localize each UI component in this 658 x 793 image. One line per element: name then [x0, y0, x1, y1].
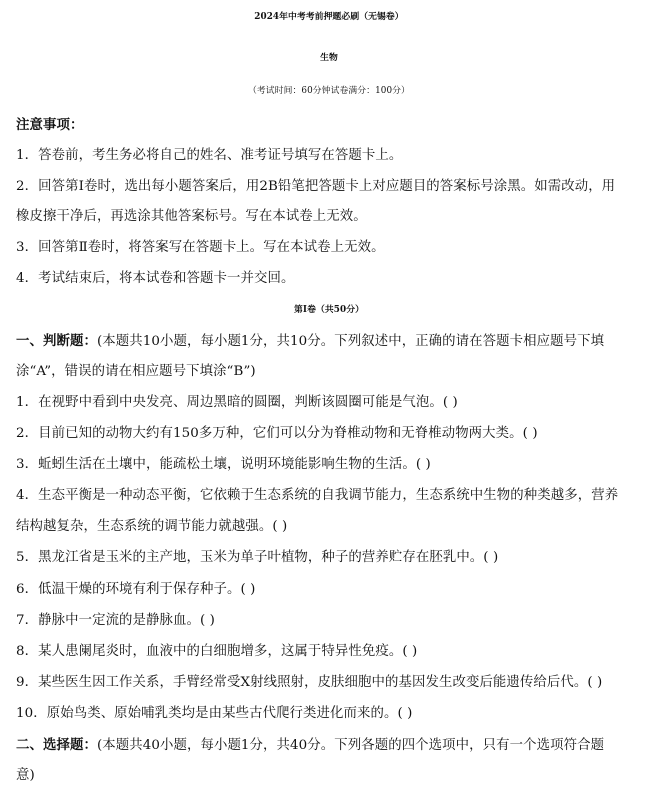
question-item: 8．某人患阑尾炎时，血液中的白细胞增多，这属于特异性免疫。( ) [16, 644, 418, 659]
question-item: 1．在视野中看到中央发亮、周边黑暗的圆圈，判断该圆圈可能是气泡。( ) [16, 395, 458, 410]
section1-desc-continuation: 涂“A”，错误的请在相应题号下填涂“B”) [16, 364, 256, 379]
exam-info: （考试时间：60分钟试卷满分：100分） [248, 86, 410, 96]
notes-heading: 注意事项： [16, 117, 84, 133]
exam-title: 2024年中考考前押题必刷（无锡卷） [254, 12, 404, 22]
section2-header [16, 735, 604, 756]
question-item: 7．静脉中一定流的是静脉血。( ) [16, 613, 216, 628]
section2-label: 二、选择题： [16, 737, 97, 753]
question-item: 4．生态平衡是一种动态平衡，它依赖于生态系统的自我调节能力，生态系统中生物的种类越多，营养 [16, 488, 619, 503]
question-item: 6．低温干燥的环境有利于保存种子。( ) [16, 582, 256, 597]
section2-desc: (本题共40小题，每小题1分，共40分。下列各题的四个选项中，只有一个选项符合题 [96, 738, 605, 753]
part1-heading: 第Ⅰ卷（共50分） [293, 305, 365, 315]
section1-desc: (本题共10小题，每小题1分，共10分。下列叙述中，正确的请在答题卡相应题号下填 [96, 334, 605, 349]
section1-label: 一、判断题： [16, 333, 97, 349]
note-item: 3．回答第Ⅱ卷时，将答案写在答题卡上。写在本试卷上无效。 [16, 240, 385, 255]
question-item: 2．目前已知的动物大约有150多万种，它们可以分为脊椎动物和无脊椎动物两大类。( ) [16, 426, 538, 441]
subject-title: 生物 [320, 53, 338, 63]
section1-header [16, 331, 604, 352]
question-item: 10．原始鸟类、原始哺乳类均是由某些古代爬行类进化而来的。( ) [16, 706, 413, 721]
note-item-continuation: 橡皮擦干净后，再选涂其他答案标号。写在本试卷上无效。 [16, 209, 367, 224]
question-item: 9．某些医生因工作关系，手臂经常受X射线照射，皮肤细胞中的基因发生改变后能遗传给后代。( ) [16, 675, 603, 690]
note-item: 2．回答第Ⅰ卷时，选出每小题答案后，用2B铅笔把答题卡上对应题目的答案标号涂黑。如需改动，用 [16, 179, 616, 194]
note-item: 4．考试结束后，将本试卷和答题卡一并交回。 [16, 271, 295, 286]
question-item-continuation: 结构越复杂，生态系统的调节能力就越强。( ) [16, 519, 288, 534]
section2-desc-continuation: 意) [16, 768, 35, 783]
question-item: 3．蚯蚓生活在土壤中，能疏松土壤，说明环境能影响生物的生活。( ) [16, 457, 431, 472]
note-item: 1．答卷前，考生务必将自己的姓名、准考证号填写在答题卡上。 [16, 148, 403, 163]
question-item: 5．黑龙江省是玉米的主产地，玉米为单子叶植物，种子的营养贮存在胚乳中。( ) [16, 550, 499, 565]
